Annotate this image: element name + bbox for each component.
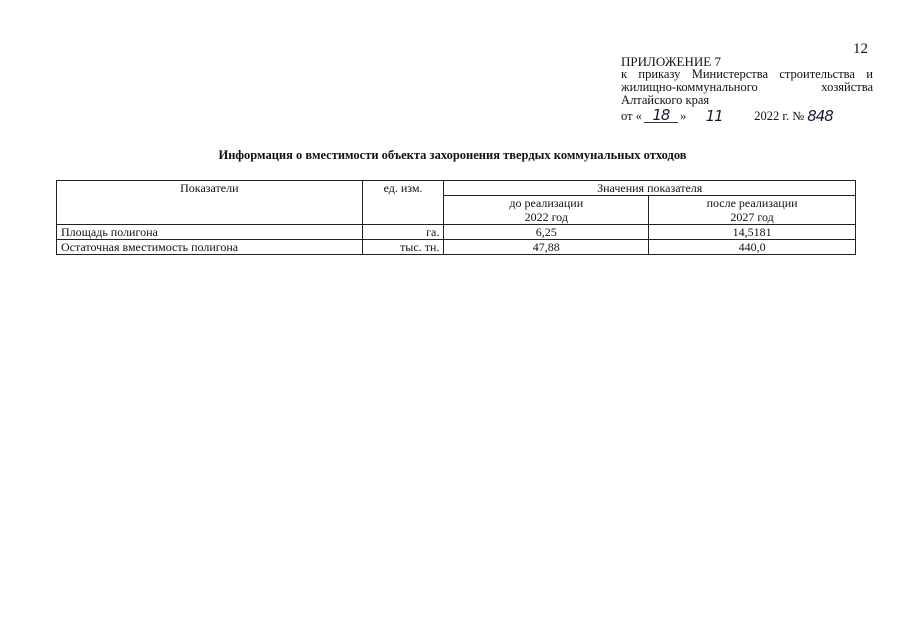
capacity-table [56, 180, 856, 255]
header-values-group: Значения показателя [444, 181, 856, 196]
date-year: 2022 г. № [754, 109, 805, 123]
appendix-word: Министерства [691, 67, 769, 81]
row-name: Остаточная вместимость полигона [57, 240, 363, 255]
header-after-year: 2027 год [730, 210, 774, 224]
table-row [57, 225, 856, 240]
table-row [57, 240, 856, 255]
appendix-date-line [621, 107, 873, 123]
appendix-title: ПРИЛОЖЕНИЕ 7 [621, 54, 721, 69]
page-number: 12 [853, 41, 868, 57]
appendix-block [621, 55, 873, 123]
date-quote-close: » [679, 109, 687, 123]
date-day-handwritten: 18 [644, 108, 678, 123]
appendix-line-3: Алтайского края [621, 93, 710, 107]
appendix-word: строительства [779, 67, 855, 81]
row-name: Площадь полигона [57, 225, 363, 240]
appendix-word: хозяйства [821, 80, 873, 94]
row-before: 47,88 [444, 240, 649, 255]
row-after: 440,0 [649, 240, 856, 255]
header-before-label: до реализации [509, 196, 584, 210]
appendix-word: и [866, 67, 873, 81]
header-before-year: 2022 год [524, 210, 568, 224]
header-unit: ед. изм. [362, 181, 444, 225]
table-header-row [57, 181, 856, 196]
appendix-word: жилищно-коммунального [621, 80, 758, 94]
header-after [649, 196, 856, 225]
date-month-handwritten: 11 [705, 107, 723, 125]
row-after: 14,5181 [649, 225, 856, 240]
appendix-word: приказу [638, 67, 681, 81]
header-before [444, 196, 649, 225]
row-unit: га. [362, 225, 444, 240]
row-before: 6,25 [444, 225, 649, 240]
row-unit: тыс. тн. [362, 240, 444, 255]
date-prefix: от « [621, 109, 642, 123]
appendix-word: к [621, 67, 628, 81]
header-indicators: Показатели [57, 181, 363, 225]
header-after-label: после реализации [706, 196, 798, 210]
order-number-handwritten: 848 [807, 107, 833, 125]
document-title: Информация о вместимости объекта захоронения твердых коммунальных отходов [218, 148, 687, 162]
